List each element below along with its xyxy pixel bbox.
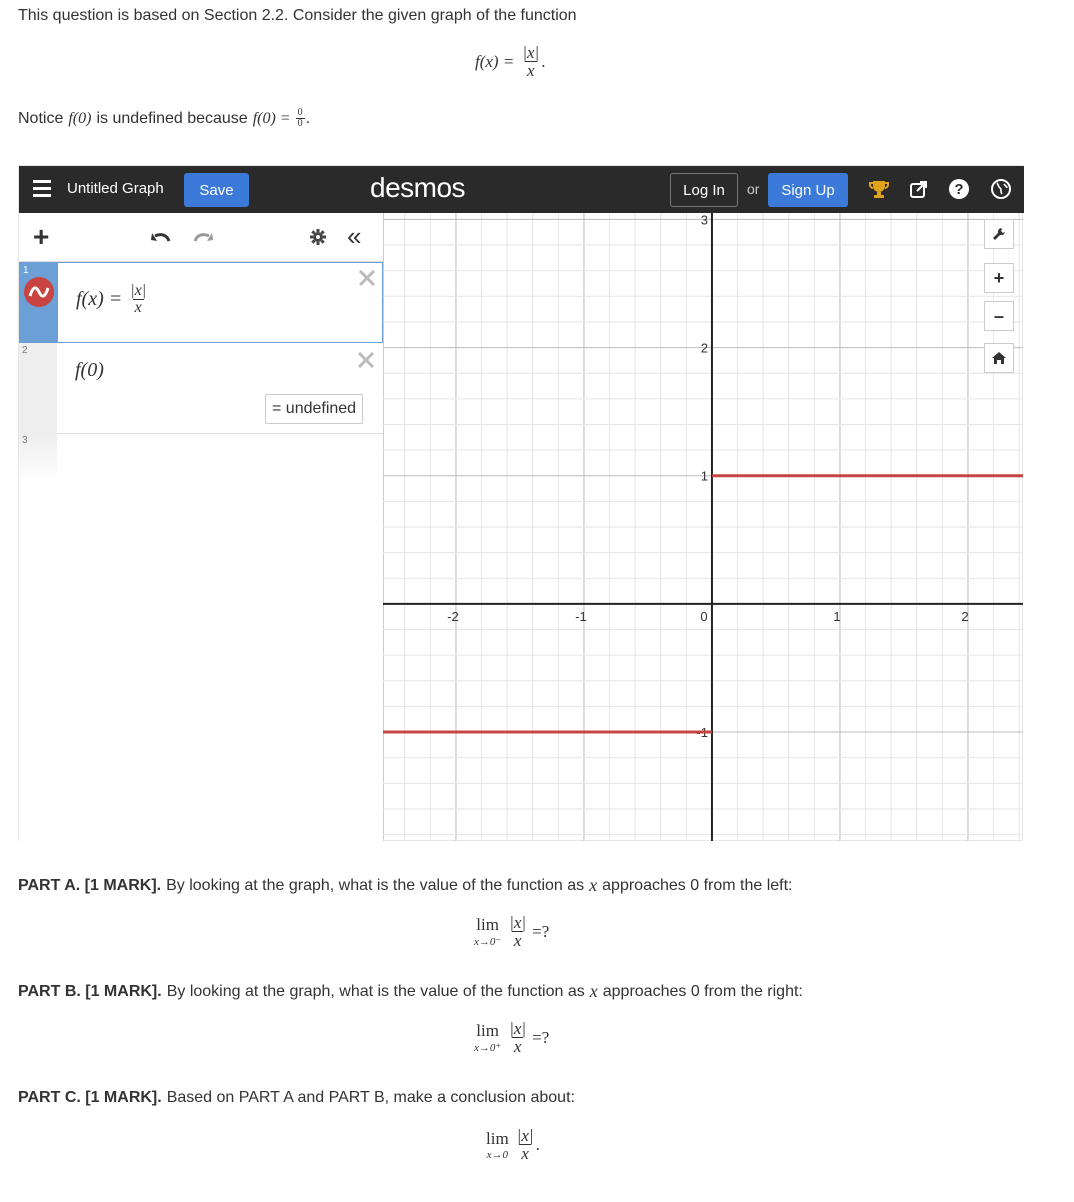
settings-gear-icon[interactable]	[309, 228, 327, 246]
part-a-lim-sub: x→0⁻	[474, 936, 502, 948]
part-c-limit	[486, 1127, 540, 1162]
part-c-lim-block	[486, 1129, 509, 1161]
fx-numerator: |x|	[522, 43, 540, 62]
add-expression-icon[interactable]: +	[33, 221, 50, 252]
delete-expression-icon[interactable]	[356, 350, 376, 370]
part-c-question	[18, 1089, 575, 1107]
expression-row-3[interactable]	[19, 433, 383, 483]
y-tick-label: 1	[700, 468, 708, 484]
desmos-calculator	[18, 165, 1023, 841]
login-button[interactable]: Log In	[670, 173, 738, 207]
redo-icon[interactable]	[191, 227, 215, 247]
zoom-in-icon[interactable]: +	[984, 263, 1014, 293]
notice-line	[18, 108, 310, 129]
part-a-denominator: x	[513, 931, 522, 950]
signup-button[interactable]: Sign Up	[768, 173, 848, 207]
graph-title[interactable]: Untitled Graph	[67, 180, 164, 197]
part-a-var: x	[589, 875, 598, 895]
expr-fraction	[128, 283, 148, 316]
expression-formula	[76, 283, 148, 316]
notice-f0: f(0)	[68, 109, 92, 127]
notice-text: Notice	[18, 109, 64, 127]
part-a-text2: approaches 0 from the left:	[602, 877, 793, 894]
part-a-fraction	[507, 914, 528, 949]
expr-denominator: x	[134, 299, 142, 316]
help-icon[interactable]: ?	[949, 179, 969, 199]
part-b-var: x	[589, 981, 598, 1001]
graph-svg[interactable]	[383, 213, 1023, 841]
expression-row-1[interactable]	[19, 262, 383, 343]
share-icon[interactable]	[909, 179, 929, 199]
undo-icon[interactable]	[149, 227, 173, 247]
x-tick-label: 2	[961, 608, 969, 624]
expr-numerator: |x|	[130, 282, 147, 299]
delete-expression-icon[interactable]	[357, 268, 377, 288]
fx-period: .	[541, 51, 546, 71]
function-definition	[475, 44, 545, 79]
part-a-label: PART A. [1 MARK].	[18, 877, 162, 894]
y-tick-label: 3	[700, 213, 708, 228]
intro-text: This question is based on Section 2.2. Consider the given graph of the function	[18, 7, 577, 24]
part-b-numerator: |x|	[509, 1019, 527, 1038]
x-tick-label: -1	[575, 608, 587, 624]
x-tick-label: 0	[700, 608, 708, 624]
expression-gutter	[19, 433, 57, 483]
expression-row-2[interactable]	[19, 343, 383, 434]
x-tick-label: -2	[447, 608, 459, 624]
expression-panel	[19, 213, 384, 841]
part-b-limit	[474, 1020, 549, 1055]
zoom-out-icon[interactable]: –	[984, 301, 1014, 331]
part-a-numerator: |x|	[509, 913, 527, 932]
globe-icon[interactable]	[990, 178, 1012, 200]
notice-fraction	[296, 108, 305, 129]
fx-lhs: f(x) =	[475, 51, 515, 71]
notice-period: .	[305, 109, 311, 127]
part-a-text: By looking at the graph, what is the value of the function as	[166, 877, 585, 894]
part-c-denominator: x	[521, 1144, 529, 1163]
part-b-text: By looking at the graph, what is the value of the function as	[166, 983, 585, 1000]
part-c-lim-sub: x→0	[486, 1148, 509, 1161]
x-tick-label: 1	[833, 608, 841, 624]
line-number: 1	[23, 265, 29, 276]
expression-formula: f(0)	[75, 359, 104, 381]
expression-toolbar	[19, 213, 383, 262]
part-b-lim: lim	[476, 1021, 499, 1040]
part-a-question	[18, 877, 792, 895]
or-text: or	[747, 181, 760, 197]
part-c-label: PART C. [1 MARK].	[18, 1089, 162, 1106]
part-b-lim-block	[474, 1021, 501, 1054]
part-b-fraction	[507, 1020, 528, 1055]
part-b-end: =?	[532, 1027, 550, 1047]
collapse-panel-icon[interactable]: «	[347, 221, 362, 251]
y-tick-label: -1	[696, 725, 708, 741]
notice-mid: is undefined because	[96, 109, 248, 127]
line-number: 3	[22, 435, 28, 446]
notice-denominator: 0	[297, 118, 303, 129]
part-a-lim-block	[474, 915, 501, 948]
desmos-topbar	[19, 166, 1024, 213]
part-c-end: .	[535, 1134, 540, 1154]
notice-f0-eq: f(0) =	[252, 109, 291, 127]
part-c-text: Based on PART A and PART B, make a conclusion about:	[166, 1089, 575, 1106]
hamburger-menu-icon[interactable]	[33, 180, 51, 196]
fx-denominator: x	[526, 61, 535, 80]
graph-color-icon[interactable]	[24, 277, 54, 307]
expr-lhs: f(x) =	[76, 288, 123, 310]
part-b-denominator: x	[513, 1037, 522, 1056]
home-icon[interactable]	[984, 343, 1014, 373]
part-c-fraction	[515, 1127, 536, 1162]
part-a-end: =?	[532, 921, 550, 941]
graph-settings-wrench-icon[interactable]	[984, 219, 1014, 249]
fx-fraction	[520, 44, 541, 79]
part-b-label: PART B. [1 MARK].	[18, 983, 162, 1000]
expression-gutter	[20, 263, 58, 342]
evaluation-result: = undefined	[265, 394, 363, 424]
part-a-limit	[474, 914, 549, 949]
part-c-numerator: |x|	[516, 1126, 534, 1145]
trophy-icon[interactable]	[868, 178, 890, 200]
part-b-question	[18, 983, 803, 1001]
line-number: 2	[22, 345, 28, 356]
notice-numerator: 0	[297, 107, 303, 118]
y-tick-label: 2	[700, 340, 708, 356]
graph-paper[interactable]	[383, 213, 1023, 841]
desmos-logo: desmos	[370, 172, 466, 203]
part-b-text2: approaches 0 from the right:	[602, 983, 803, 1000]
expression-gutter	[19, 343, 57, 433]
part-b-lim-sub: x→0⁺	[474, 1042, 502, 1054]
save-button[interactable]: Save	[184, 173, 249, 207]
part-c-lim: lim	[486, 1128, 509, 1148]
part-a-lim: lim	[476, 915, 499, 934]
